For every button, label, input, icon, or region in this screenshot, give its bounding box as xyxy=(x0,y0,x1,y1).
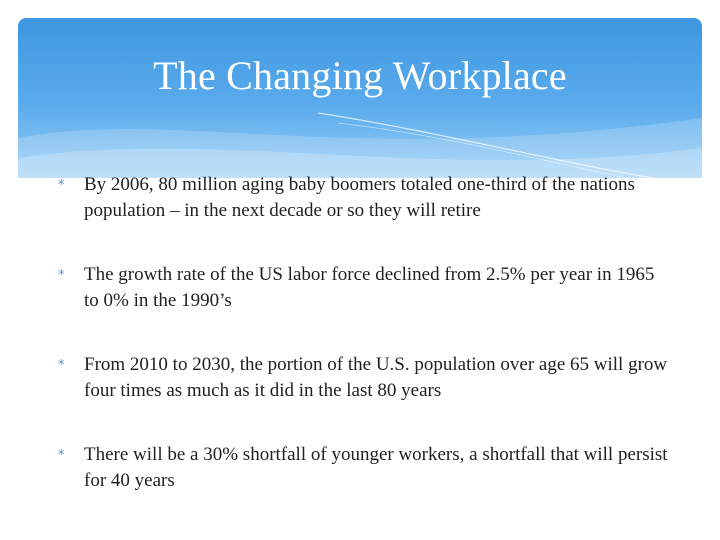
asterisk-icon: * xyxy=(58,178,65,193)
list-item xyxy=(58,352,668,404)
list-item xyxy=(58,442,668,494)
list-item xyxy=(58,172,668,224)
asterisk-icon: * xyxy=(58,268,65,283)
bullet-list xyxy=(58,172,668,532)
list-item xyxy=(58,262,668,314)
bullet-text: From 2010 to 2030, the portion of the U.S. population over age 65 will grow four times as much as it did in the last 80 years xyxy=(84,354,668,401)
bullet-text: There will be a 30% shortfall of younger workers, a shortfall that will persist for 40 years xyxy=(84,444,668,491)
bullet-text: By 2006, 80 million aging baby boomers totaled one-third of the nations population – in the next decade or so they will retire xyxy=(84,174,635,221)
bullet-text: The growth rate of the US labor force declined from 2.5% per year in 1965 to 0% in the 1990’s xyxy=(84,264,655,311)
slide-title: The Changing Workplace xyxy=(153,53,567,98)
asterisk-icon: * xyxy=(58,448,65,463)
asterisk-icon: * xyxy=(58,358,65,373)
